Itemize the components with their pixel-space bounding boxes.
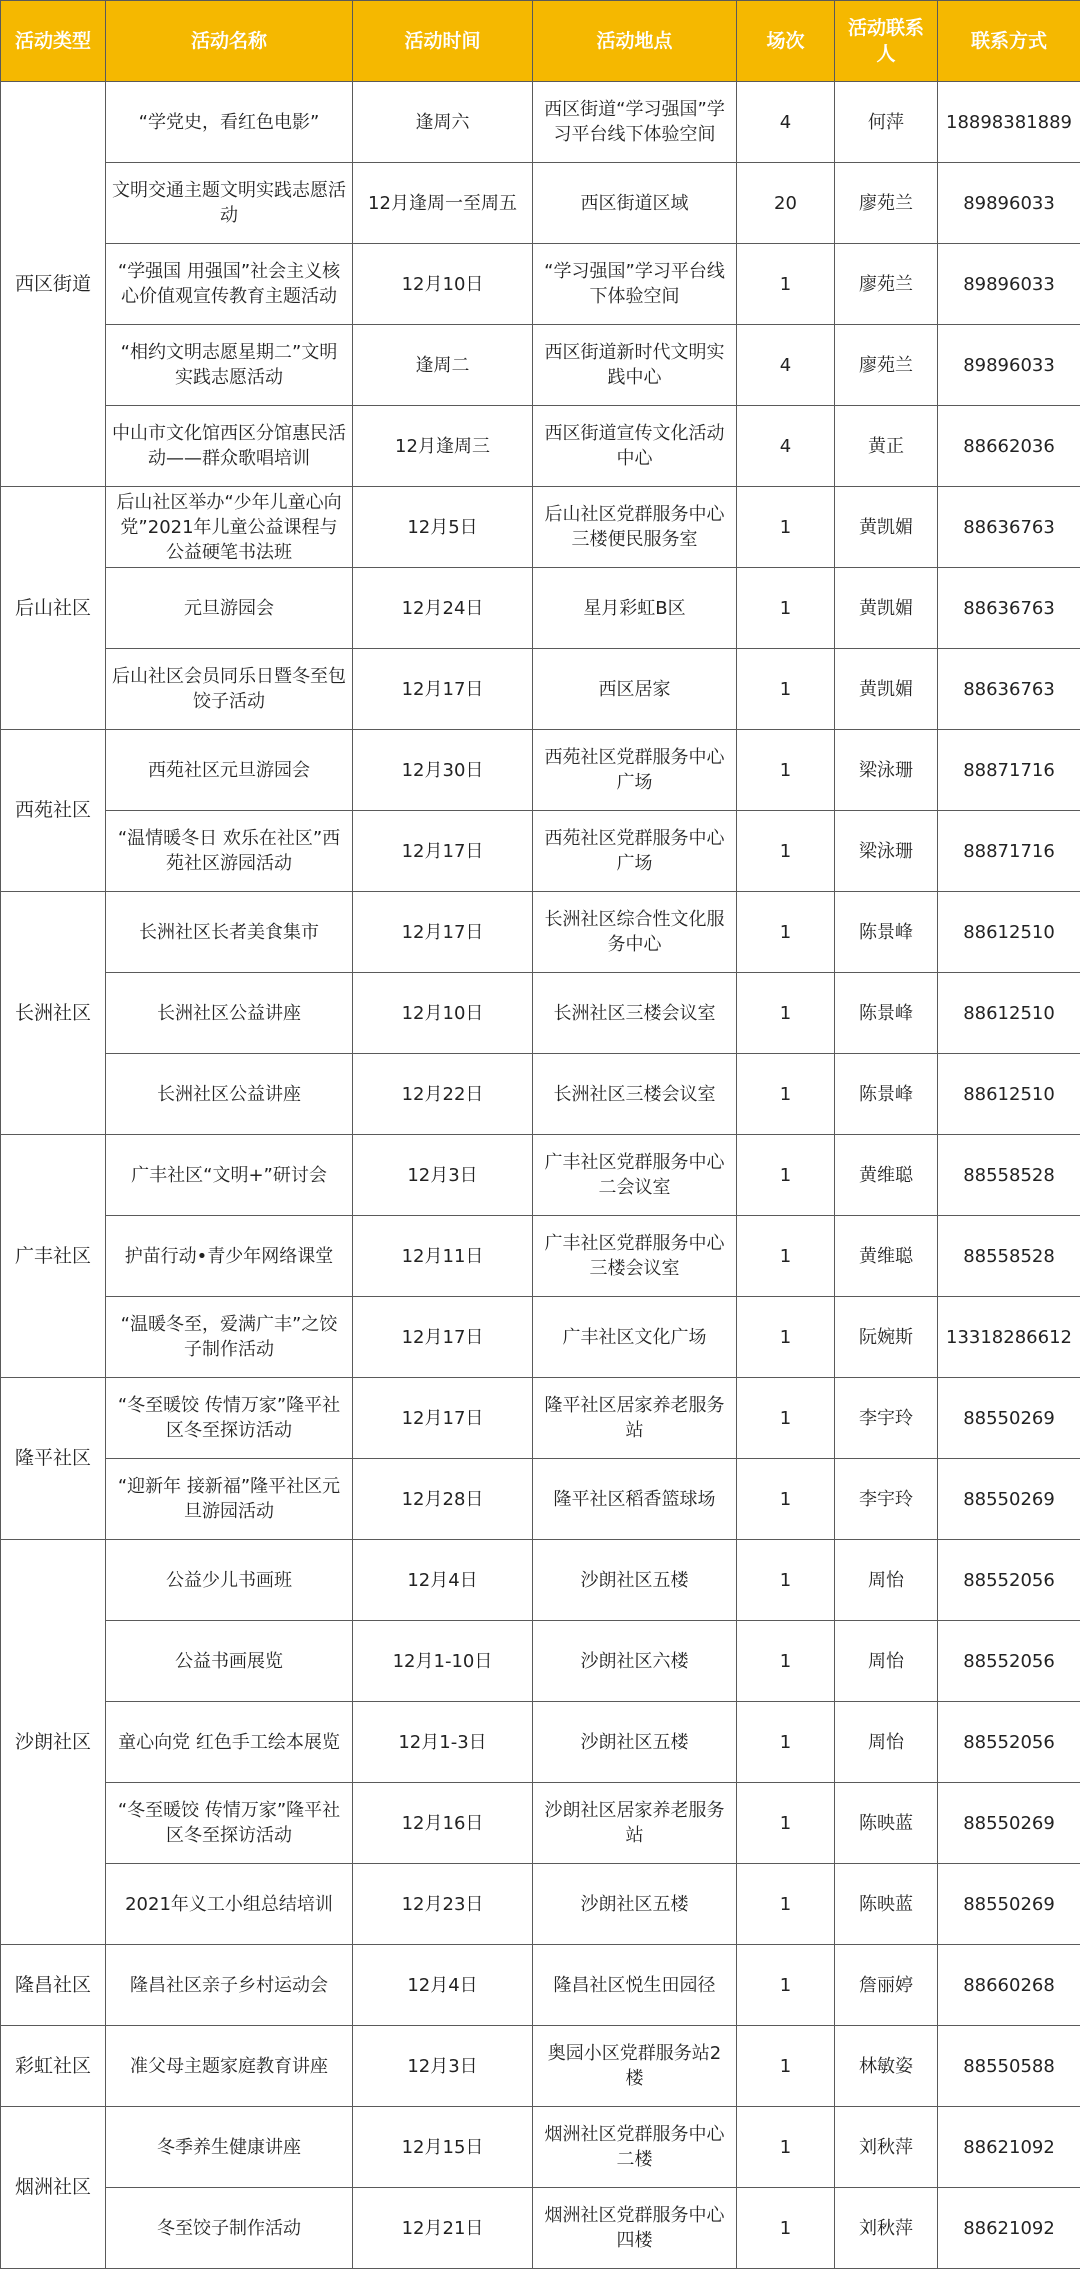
cell-count: 1 bbox=[737, 649, 835, 730]
cell-name: “温暖冬至，爱满广丰”之饺子制作活动 bbox=[106, 1297, 353, 1378]
cell-name: 护苗行动•青少年网络课堂 bbox=[106, 1216, 353, 1297]
cell-time: 12月4日 bbox=[353, 1945, 533, 2026]
cell-phone: 89896033 bbox=[938, 325, 1080, 406]
table-row bbox=[1, 1783, 1080, 1864]
cell-time: 12月11日 bbox=[353, 1216, 533, 1297]
cell-place: 后山社区党群服务中心三楼便民服务室 bbox=[533, 487, 737, 568]
cell-contact: 黄凯媚 bbox=[835, 487, 938, 568]
table-row bbox=[1, 811, 1080, 892]
table-row bbox=[1, 82, 1080, 163]
cell-time: 12月10日 bbox=[353, 244, 533, 325]
cell-phone: 88871716 bbox=[938, 730, 1080, 811]
cell-place: 长洲社区三楼会议室 bbox=[533, 1054, 737, 1135]
table-row bbox=[1, 2026, 1080, 2107]
cell-count: 1 bbox=[737, 568, 835, 649]
cell-time: 12月22日 bbox=[353, 1054, 533, 1135]
cell-phone: 88621092 bbox=[938, 2188, 1080, 2269]
cell-place: 广丰社区文化广场 bbox=[533, 1297, 737, 1378]
cell-name: “学强国 用强国”社会主义核心价值观宣传教育主题活动 bbox=[106, 244, 353, 325]
cell-name: 元旦游园会 bbox=[106, 568, 353, 649]
cell-place: 西苑社区党群服务中心广场 bbox=[533, 730, 737, 811]
cell-place: 星月彩虹B区 bbox=[533, 568, 737, 649]
table-row bbox=[1, 649, 1080, 730]
cell-time: 12月4日 bbox=[353, 1540, 533, 1621]
cell-time: 12月17日 bbox=[353, 811, 533, 892]
cell-time: 12月17日 bbox=[353, 649, 533, 730]
cell-phone: 88871716 bbox=[938, 811, 1080, 892]
cell-time: 12月30日 bbox=[353, 730, 533, 811]
table-row bbox=[1, 1864, 1080, 1945]
cell-contact: 黄正 bbox=[835, 406, 938, 487]
cell-contact: 黄凯媚 bbox=[835, 649, 938, 730]
cell-count: 1 bbox=[737, 1297, 835, 1378]
table-row bbox=[1, 1540, 1080, 1621]
cell-place: 隆平社区居家养老服务站 bbox=[533, 1378, 737, 1459]
cell-count: 1 bbox=[737, 1135, 835, 1216]
cell-time: 12月23日 bbox=[353, 1864, 533, 1945]
activity-type-cell: 隆昌社区 bbox=[1, 1945, 106, 2026]
cell-phone: 88552056 bbox=[938, 1702, 1080, 1783]
header-phone: 联系方式 bbox=[938, 1, 1080, 82]
table-row bbox=[1, 325, 1080, 406]
cell-phone: 88662036 bbox=[938, 406, 1080, 487]
table-row bbox=[1, 1054, 1080, 1135]
header-place: 活动地点 bbox=[533, 1, 737, 82]
cell-time: 12月16日 bbox=[353, 1783, 533, 1864]
table-row bbox=[1, 1378, 1080, 1459]
header-time: 活动时间 bbox=[353, 1, 533, 82]
activity-type-cell: 烟洲社区 bbox=[1, 2107, 106, 2269]
cell-phone: 89896033 bbox=[938, 163, 1080, 244]
table-row bbox=[1, 2107, 1080, 2188]
table-row bbox=[1, 244, 1080, 325]
cell-time: 逢周六 bbox=[353, 82, 533, 163]
cell-count: 1 bbox=[737, 487, 835, 568]
cell-name: 后山社区会员同乐日暨冬至包饺子活动 bbox=[106, 649, 353, 730]
cell-place: 西区居家 bbox=[533, 649, 737, 730]
cell-place: 沙朗社区六楼 bbox=[533, 1621, 737, 1702]
cell-time: 12月17日 bbox=[353, 892, 533, 973]
table-row bbox=[1, 1945, 1080, 2026]
activity-type-cell: 沙朗社区 bbox=[1, 1540, 106, 1945]
cell-place: 烟洲社区党群服务中心二楼 bbox=[533, 2107, 737, 2188]
cell-contact: 黄维聪 bbox=[835, 1135, 938, 1216]
activity-type-cell: 长洲社区 bbox=[1, 892, 106, 1135]
cell-count: 1 bbox=[737, 244, 835, 325]
cell-count: 4 bbox=[737, 325, 835, 406]
cell-count: 1 bbox=[737, 2026, 835, 2107]
cell-name: 2021年义工小组总结培训 bbox=[106, 1864, 353, 1945]
cell-count: 1 bbox=[737, 1783, 835, 1864]
cell-time: 逢周二 bbox=[353, 325, 533, 406]
cell-time: 12月逢周三 bbox=[353, 406, 533, 487]
cell-contact: 刘秋萍 bbox=[835, 2107, 938, 2188]
cell-contact: 廖苑兰 bbox=[835, 325, 938, 406]
cell-contact: 阮婉斯 bbox=[835, 1297, 938, 1378]
cell-place: 广丰社区党群服务中心二会议室 bbox=[533, 1135, 737, 1216]
cell-name: 西苑社区元旦游园会 bbox=[106, 730, 353, 811]
table-row bbox=[1, 568, 1080, 649]
cell-time: 12月1-3日 bbox=[353, 1702, 533, 1783]
table-row bbox=[1, 1297, 1080, 1378]
cell-phone: 88552056 bbox=[938, 1540, 1080, 1621]
cell-time: 12月逢周一至周五 bbox=[353, 163, 533, 244]
cell-count: 1 bbox=[737, 1378, 835, 1459]
cell-contact: 陈映蓝 bbox=[835, 1783, 938, 1864]
cell-phone: 88621092 bbox=[938, 2107, 1080, 2188]
table-row bbox=[1, 1216, 1080, 1297]
cell-place: 长洲社区三楼会议室 bbox=[533, 973, 737, 1054]
header-count: 场次 bbox=[737, 1, 835, 82]
cell-time: 12月3日 bbox=[353, 1135, 533, 1216]
cell-name: “冬至暖饺 传情万家”隆平社区冬至探访活动 bbox=[106, 1378, 353, 1459]
cell-count: 4 bbox=[737, 82, 835, 163]
table-row bbox=[1, 1135, 1080, 1216]
header-type: 活动类型 bbox=[1, 1, 106, 82]
cell-time: 12月1-10日 bbox=[353, 1621, 533, 1702]
cell-place: 长洲社区综合性文化服务中心 bbox=[533, 892, 737, 973]
activity-type-cell: 彩虹社区 bbox=[1, 2026, 106, 2107]
cell-place: 沙朗社区五楼 bbox=[533, 1702, 737, 1783]
cell-place: 隆昌社区悦生田园径 bbox=[533, 1945, 737, 2026]
table-row bbox=[1, 1621, 1080, 1702]
table-row bbox=[1, 892, 1080, 973]
cell-phone: 88558528 bbox=[938, 1135, 1080, 1216]
table-row bbox=[1, 973, 1080, 1054]
cell-phone: 88550269 bbox=[938, 1378, 1080, 1459]
cell-place: 沙朗社区五楼 bbox=[533, 1864, 737, 1945]
table-row bbox=[1, 406, 1080, 487]
cell-count: 1 bbox=[737, 892, 835, 973]
cell-name: 中山市文化馆西区分馆惠民活动——群众歌唱培训 bbox=[106, 406, 353, 487]
cell-phone: 88550269 bbox=[938, 1864, 1080, 1945]
cell-place: 西区街道“学习强国”学习平台线下体验空间 bbox=[533, 82, 737, 163]
cell-place: 广丰社区党群服务中心三楼会议室 bbox=[533, 1216, 737, 1297]
cell-place: 奥园小区党群服务站2楼 bbox=[533, 2026, 737, 2107]
table-row bbox=[1, 487, 1080, 568]
cell-name: 后山社区举办“少年儿童心向党”2021年儿童公益课程与公益硬笔书法班 bbox=[106, 487, 353, 568]
cell-time: 12月28日 bbox=[353, 1459, 533, 1540]
cell-contact: 林敏姿 bbox=[835, 2026, 938, 2107]
cell-phone: 18898381889 bbox=[938, 82, 1080, 163]
cell-contact: 陈景峰 bbox=[835, 1054, 938, 1135]
cell-count: 1 bbox=[737, 730, 835, 811]
cell-count: 1 bbox=[737, 811, 835, 892]
cell-name: 隆昌社区亲子乡村运动会 bbox=[106, 1945, 353, 2026]
cell-count: 1 bbox=[737, 1621, 835, 1702]
cell-contact: 梁泳珊 bbox=[835, 811, 938, 892]
cell-time: 12月15日 bbox=[353, 2107, 533, 2188]
table-row bbox=[1, 1702, 1080, 1783]
cell-name: “迎新年 接新福”隆平社区元旦游园活动 bbox=[106, 1459, 353, 1540]
cell-time: 12月17日 bbox=[353, 1297, 533, 1378]
cell-phone: 88552056 bbox=[938, 1621, 1080, 1702]
cell-contact: 黄维聪 bbox=[835, 1216, 938, 1297]
cell-contact: 黄凯媚 bbox=[835, 568, 938, 649]
cell-place: 西区街道新时代文明实践中心 bbox=[533, 325, 737, 406]
table-row bbox=[1, 730, 1080, 811]
cell-contact: 周怡 bbox=[835, 1702, 938, 1783]
cell-name: 童心向党 红色手工绘本展览 bbox=[106, 1702, 353, 1783]
cell-phone: 13318286612 bbox=[938, 1297, 1080, 1378]
cell-contact: 廖苑兰 bbox=[835, 163, 938, 244]
cell-contact: 何萍 bbox=[835, 82, 938, 163]
activity-type-cell: 西苑社区 bbox=[1, 730, 106, 892]
cell-count: 1 bbox=[737, 1864, 835, 1945]
cell-name: 文明交通主题文明实践志愿活动 bbox=[106, 163, 353, 244]
cell-name: “冬至暖饺 传情万家”隆平社区冬至探访活动 bbox=[106, 1783, 353, 1864]
cell-name: 公益书画展览 bbox=[106, 1621, 353, 1702]
cell-phone: 88550269 bbox=[938, 1459, 1080, 1540]
cell-count: 1 bbox=[737, 2188, 835, 2269]
cell-contact: 詹丽婷 bbox=[835, 1945, 938, 2026]
cell-phone: 89896033 bbox=[938, 244, 1080, 325]
cell-name: 公益少儿书画班 bbox=[106, 1540, 353, 1621]
cell-name: 广丰社区“文明+”研讨会 bbox=[106, 1135, 353, 1216]
header-contact: 活动联系人 bbox=[835, 1, 938, 82]
cell-count: 1 bbox=[737, 1216, 835, 1297]
cell-place: 沙朗社区五楼 bbox=[533, 1540, 737, 1621]
cell-contact: 梁泳珊 bbox=[835, 730, 938, 811]
cell-count: 1 bbox=[737, 973, 835, 1054]
cell-phone: 88550588 bbox=[938, 2026, 1080, 2107]
cell-name: 长洲社区公益讲座 bbox=[106, 973, 353, 1054]
header-row bbox=[1, 1, 1080, 82]
cell-time: 12月24日 bbox=[353, 568, 533, 649]
cell-place: 沙朗社区居家养老服务站 bbox=[533, 1783, 737, 1864]
cell-count: 1 bbox=[737, 2107, 835, 2188]
cell-contact: 陈景峰 bbox=[835, 973, 938, 1054]
cell-contact: 陈景峰 bbox=[835, 892, 938, 973]
cell-time: 12月21日 bbox=[353, 2188, 533, 2269]
cell-count: 1 bbox=[737, 1540, 835, 1621]
table-row bbox=[1, 163, 1080, 244]
cell-count: 1 bbox=[737, 1702, 835, 1783]
cell-count: 1 bbox=[737, 1459, 835, 1540]
cell-name: “相约文明志愿星期二”文明实践志愿活动 bbox=[106, 325, 353, 406]
cell-name: 准父母主题家庭教育讲座 bbox=[106, 2026, 353, 2107]
cell-phone: 88550269 bbox=[938, 1783, 1080, 1864]
table-row bbox=[1, 1459, 1080, 1540]
cell-place: 烟洲社区党群服务中心四楼 bbox=[533, 2188, 737, 2269]
cell-count: 1 bbox=[737, 1054, 835, 1135]
cell-count: 20 bbox=[737, 163, 835, 244]
cell-phone: 88636763 bbox=[938, 649, 1080, 730]
cell-phone: 88636763 bbox=[938, 487, 1080, 568]
cell-phone: 88636763 bbox=[938, 568, 1080, 649]
activity-type-cell: 广丰社区 bbox=[1, 1135, 106, 1378]
cell-contact: 刘秋萍 bbox=[835, 2188, 938, 2269]
cell-place: 西区街道宣传文化活动中心 bbox=[533, 406, 737, 487]
cell-phone: 88660268 bbox=[938, 1945, 1080, 2026]
cell-name: 长洲社区长者美食集市 bbox=[106, 892, 353, 973]
cell-count: 1 bbox=[737, 1945, 835, 2026]
activity-type-cell: 隆平社区 bbox=[1, 1378, 106, 1540]
cell-contact: 李宇玲 bbox=[835, 1459, 938, 1540]
cell-name: 冬至饺子制作活动 bbox=[106, 2188, 353, 2269]
table-row bbox=[1, 2188, 1080, 2269]
cell-contact: 周怡 bbox=[835, 1621, 938, 1702]
cell-place: 西苑社区党群服务中心广场 bbox=[533, 811, 737, 892]
cell-time: 12月17日 bbox=[353, 1378, 533, 1459]
cell-name: 冬季养生健康讲座 bbox=[106, 2107, 353, 2188]
cell-place: 西区街道区域 bbox=[533, 163, 737, 244]
cell-contact: 陈映蓝 bbox=[835, 1864, 938, 1945]
activity-type-cell: 后山社区 bbox=[1, 487, 106, 730]
cell-phone: 88612510 bbox=[938, 973, 1080, 1054]
cell-name: 长洲社区公益讲座 bbox=[106, 1054, 353, 1135]
cell-time: 12月3日 bbox=[353, 2026, 533, 2107]
cell-phone: 88558528 bbox=[938, 1216, 1080, 1297]
cell-contact: 周怡 bbox=[835, 1540, 938, 1621]
cell-contact: 廖苑兰 bbox=[835, 244, 938, 325]
cell-place: “学习强国”学习平台线下体验空间 bbox=[533, 244, 737, 325]
cell-time: 12月10日 bbox=[353, 973, 533, 1054]
table-body bbox=[1, 82, 1080, 2269]
cell-name: “温情暖冬日 欢乐在社区”西苑社区游园活动 bbox=[106, 811, 353, 892]
cell-time: 12月5日 bbox=[353, 487, 533, 568]
cell-place: 隆平社区稻香篮球场 bbox=[533, 1459, 737, 1540]
activity-type-cell: 西区街道 bbox=[1, 82, 106, 487]
cell-contact: 李宇玲 bbox=[835, 1378, 938, 1459]
cell-phone: 88612510 bbox=[938, 892, 1080, 973]
cell-count: 4 bbox=[737, 406, 835, 487]
cell-phone: 88612510 bbox=[938, 1054, 1080, 1135]
cell-name: “学党史，看红色电影” bbox=[106, 82, 353, 163]
header-name: 活动名称 bbox=[106, 1, 353, 82]
